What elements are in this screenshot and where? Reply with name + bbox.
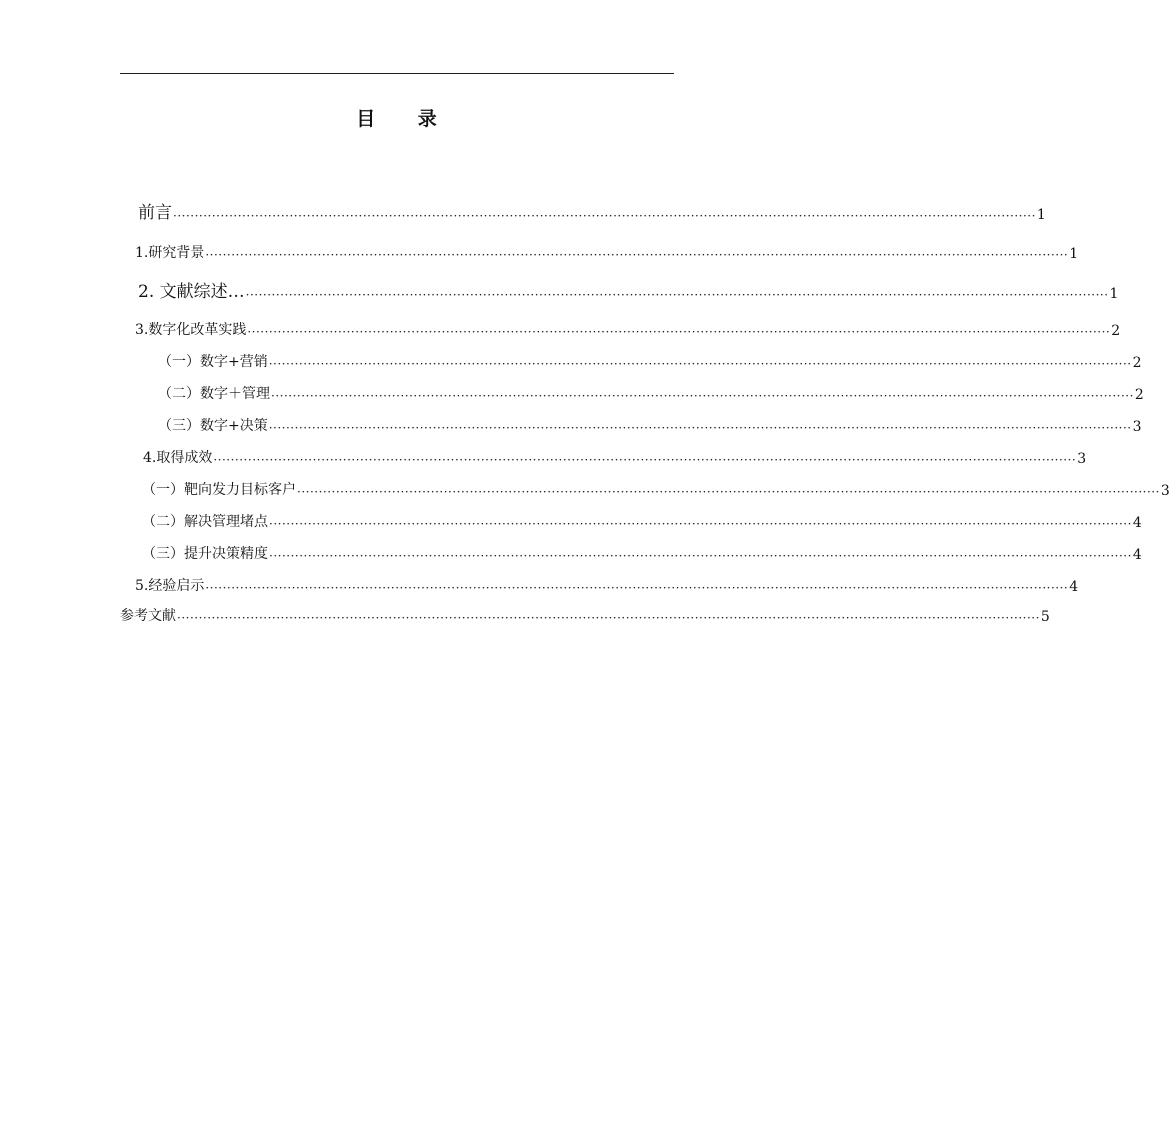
- toc-entry-page: 3: [1077, 451, 1087, 467]
- toc-entry-label: （三）数字+决策: [158, 418, 268, 434]
- toc-entry-preface[interactable]: [138, 201, 1046, 223]
- toc-entry-label: 1.研究背景: [135, 245, 205, 261]
- dot-leader: ········································································································································································································: [245, 288, 1109, 302]
- dot-leader: ········································································································································································································: [205, 248, 1069, 262]
- dot-leader: ········································································································································································································: [268, 357, 1132, 371]
- toc-entry-digital-decision[interactable]: [158, 413, 1142, 435]
- toc-entry-label: （二）数字＋管理: [158, 386, 270, 402]
- dot-leader: ········································································································································································································: [205, 581, 1069, 595]
- toc-entry-label: 4.取得成效: [143, 450, 213, 466]
- dot-leader: ········································································································································································································: [297, 485, 1160, 499]
- toc-entry-page: 3: [1132, 419, 1142, 435]
- toc-entry-label: （一）数字+营销: [158, 354, 268, 370]
- toc-entry-digital-management[interactable]: [158, 381, 1144, 403]
- toc-entry-page: 2: [1134, 387, 1144, 403]
- dot-leader: ········································································································································································································: [269, 517, 1132, 531]
- toc-entry-digital-marketing[interactable]: [158, 349, 1142, 371]
- toc-entry-management-bottlenecks[interactable]: [142, 509, 1142, 531]
- toc-entry-page: 5: [1040, 609, 1050, 625]
- dot-leader: ········································································································································································································: [247, 325, 1111, 339]
- toc-entry-label: （二）解决管理堵点: [142, 514, 268, 530]
- toc-title: 目 录: [356, 108, 455, 130]
- header-rule: [120, 73, 674, 74]
- toc-entry-page: 1: [1109, 286, 1119, 302]
- toc-entry-label: 前言: [138, 203, 172, 223]
- dot-leader: ········································································································································································································: [177, 611, 1040, 625]
- toc-entry-page: 4: [1069, 579, 1079, 595]
- toc-entry-digital-reform[interactable]: [135, 317, 1121, 339]
- toc-entry-label: 3.数字化改革实践: [135, 322, 247, 338]
- toc-entry-label: 2. 文献综述…: [138, 282, 245, 302]
- dot-leader: ········································································································································································································: [173, 209, 1036, 223]
- toc-entry-label: 参考文献: [120, 608, 176, 624]
- toc-entry-page: 1: [1069, 246, 1079, 262]
- toc-entry-lessons[interactable]: [135, 573, 1079, 595]
- toc-entry-references[interactable]: [120, 603, 1050, 625]
- toc-entry-page: 4: [1132, 515, 1142, 531]
- dot-leader: ········································································································································································································: [213, 453, 1077, 467]
- toc-entry-label: （三）提升决策精度: [142, 546, 268, 562]
- toc-entry-page: 2: [1132, 355, 1142, 371]
- toc-entry-target-customers[interactable]: [142, 477, 1170, 499]
- toc-entry-page: 2: [1111, 323, 1121, 339]
- toc-entry-page: 3: [1160, 483, 1170, 499]
- dot-leader: ········································································································································································································: [269, 549, 1132, 563]
- toc-entry-research-background[interactable]: [135, 240, 1079, 262]
- toc-entry-decision-precision[interactable]: [142, 541, 1142, 563]
- toc-entry-achievements[interactable]: [143, 445, 1087, 467]
- dot-leader: ········································································································································································································: [268, 421, 1132, 435]
- dot-leader: ········································································································································································································: [271, 389, 1134, 403]
- toc-entry-label: （一）靶向发力目标客户: [142, 482, 296, 498]
- toc-entry-page: 1: [1036, 207, 1046, 223]
- toc-entry-label: 5.经验启示: [135, 578, 205, 594]
- toc-entry-page: 4: [1132, 547, 1142, 563]
- toc-entry-literature-review[interactable]: [138, 280, 1119, 302]
